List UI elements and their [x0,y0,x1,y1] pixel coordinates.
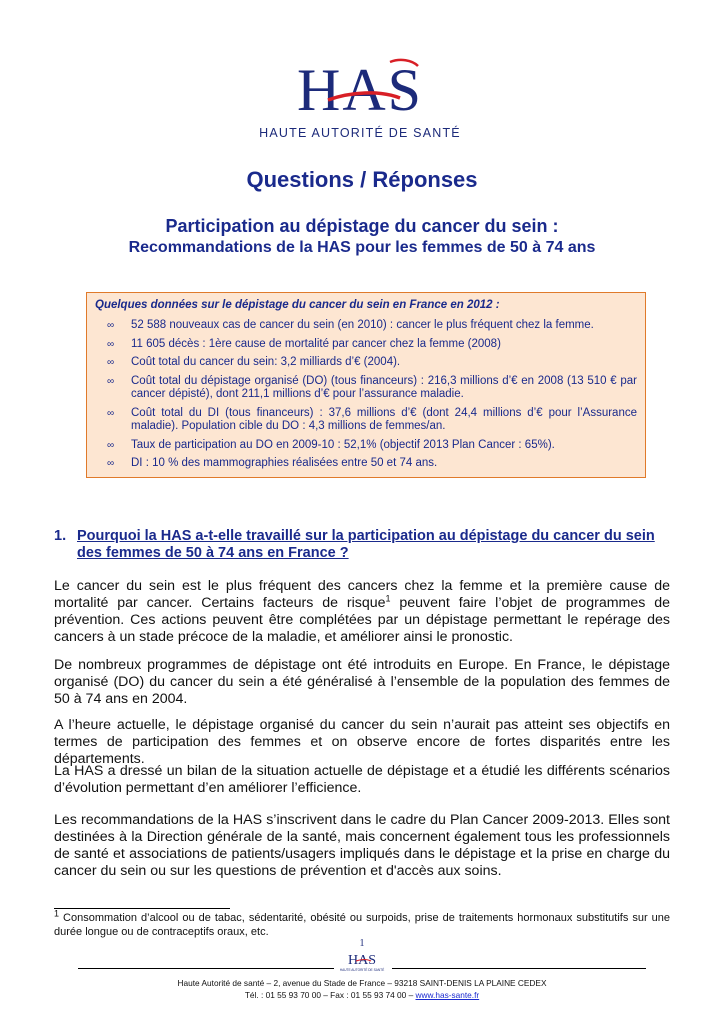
infinity-bullet-icon: ∞ [107,320,115,331]
paragraph-3: A l’heure actuelle, le dépistage organisé du cancer du sein n’aurait pas atteint ses objectifs en termes de participation des femmes et on observe encore de fortes disparités entre les départements. [54,717,670,767]
paragraph-5: Les recommandations de la HAS s’inscrivent dans le cadre du Plan Cancer 2009-2013. Elles sont destinées à la Direction générale de la santé, mais concernent également tous les professionnels de santé et associations de patients/usagers impliqués dans le dépistage et la prise en charge du cancer du sein ou sur les questions de prévention et d'accès aux soins. [54,812,670,879]
has-logo [240,40,480,150]
paragraph-4: La HAS a dressé un bilan de la situation actuelle de dépistage et a étudié les différents scénarios d’évolution permettant d’en améliorer l’efficience. [54,763,670,796]
footer-rule-right [392,968,646,969]
paragraph-2: De nombreux programmes de dépistage ont été introduits en Europe. En France, le dépistage organisé (DO) du cancer du sein a été généralisé à l’ensemble de la population des femmes de 50 à 74 ans en 2004. [54,657,670,707]
section-title: Pourquoi la HAS a-t-elle travaillé sur la participation au dépistage du cancer du sein des femmes de 50 à 74 ans en France ? [77,528,655,561]
infinity-bullet-icon: ∞ [107,357,115,368]
list-item: ∞ Taux de participation au DO en 2009-10 : 52,1% (objectif 2013 Plan Cancer : 65%). [107,438,555,451]
footnote-number: 1 [54,908,60,919]
page-subtitle-2: Recommandations de la HAS pour les femmes de 50 à 74 ans [128,239,596,256]
section-heading [54,528,670,562]
footnote: $^1$ Consommation d’alcool ou de tabac, sédentarité, obésité ou surpoids, prise de traitements hormonaux substitutifs sur une durée longue ou de contraceptifs oraux, etc. [54,908,670,938]
list-item: ∞ Coût total du dépistage organisé (DO) (tous financeurs) : 216,3 millions d’€ en 2008 (13 510 € par cancer dépisté), dont 211,1 millions d’€ pour l’assurance maladie. [107,374,637,400]
list-item: ∞ DI : 10 % des mammographies réalisées entre 50 et 74 ans. [107,457,438,469]
website-link[interactable]: www.has-sante.fr [415,990,480,1000]
key-figures-heading: Quelques données sur le dépistage du cancer du sein en France en 2012 : [95,299,500,311]
page-title: Questions / Réponses [246,167,478,192]
infinity-bullet-icon: ∞ [107,338,115,350]
infinity-bullet-icon: ∞ [107,375,115,387]
logo-letters: HAS [296,57,424,123]
infinity-bullet-icon: ∞ [107,439,115,451]
list-item: ∞ Coût total du cancer du sein: 3,2 milliards d’€ (2004). [107,356,401,368]
logo-subtitle: HAUTE AUTORITÉ DE SANTÉ [259,126,461,140]
paragraph-1: Le cancer du sein est le plus fréquent des cancers chez la femme et la première cause de mortalité par cancer. Certains facteurs de risque$^1$ peuvent faire l’objet de programmes de prévention. Ces actions peuvent être complétées par un dépistage permettant le repérage des cancers à un stade précoce de la maladie, et améliorer ainsi le pronostic. [54,578,670,645]
list-item: ∞ 52 588 nouveaux cas de cancer du sein (en 2010) : cancer le plus fréquent chez la femme. [107,319,594,331]
page-number: 1 [359,938,365,949]
svg-text:HAUTE AUTORITÉ DE SANTÉ: HAUTE AUTORITÉ DE SANTÉ [339,968,385,972]
footnote-divider [54,908,230,909]
footer-rule-left [78,968,334,969]
section-number: 1. [54,528,67,544]
key-figures-list [107,319,637,476]
key-figures-box [86,292,646,478]
list-item: ∞ 11 605 décès : 1ère cause de mortalité par cancer chez la femme (2008) [107,337,501,350]
footer-address: Haute Autorité de santé – 2, avenue du Stade de France – 93218 SAINT-DENIS LA PLAINE CEDEX [177,978,547,988]
infinity-bullet-icon: ∞ [107,407,115,419]
page-subtitle-1: Participation au dépistage du cancer du sein : [165,216,559,236]
infinity-bullet-icon: ∞ [107,458,115,469]
footer-contact: Tél. : 01 55 93 70 00 – Fax : 01 55 93 74 00 – www.has-sante.fr [244,990,480,1000]
svg-text:HAS: HAS [347,953,377,968]
footnote-ref[interactable]: 1 [385,593,391,604]
footer-has-logo-icon [336,940,388,974]
list-item: ∞ Coût total du DI (tous financeurs) : 37,6 millions d’€ (dont 24,4 millions d’€ pour l’Assurance maladie). Population cible du DO : 4,3 millions de femmes/an. [107,406,637,432]
